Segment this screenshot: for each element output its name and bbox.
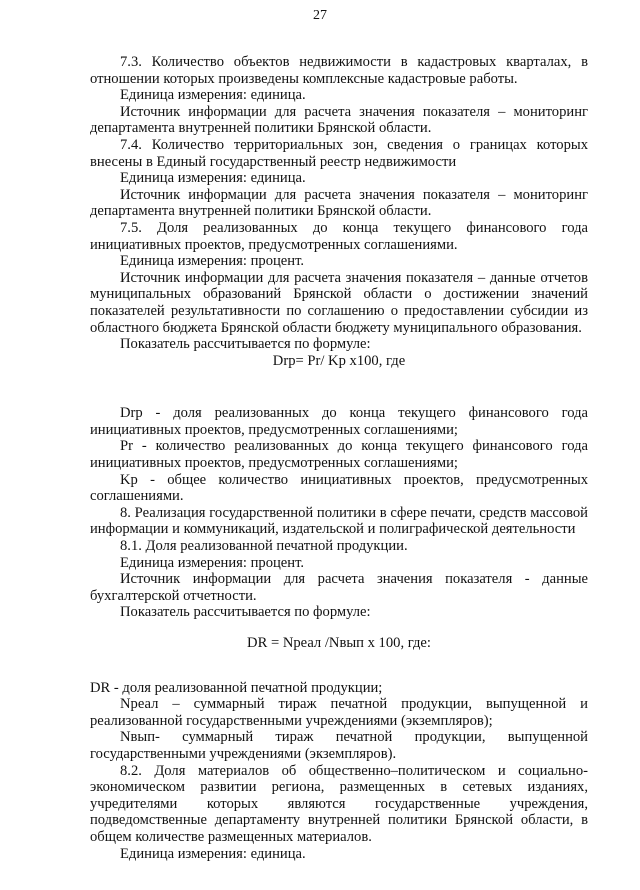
definition-dr: DR - доля реализованной печатной продукции; [90,679,383,696]
section-8-heading: 8. Реализация государственной политики в сфере печати, средств массовой информации и коммуникаций, издательской и полиграфической деятельности [90,504,588,538]
source-line: Источник информации для расчета значения показателя – данные отчетов муниципальных образований Брянской области о достижении значений показателей результативности по соглашению о предоставлении субсидии из областного бюджета Брянской области бюджету муниципального образования. [90,269,588,336]
source-line: Источник информации для расчета значения показателя – мониторинг департамента внутренней политики Брянской области. [90,103,588,137]
unit-line: Единица измерения: единица. [120,87,306,104]
paragraph-8-1: 8.1. Доля реализованной печатной продукции. [120,538,408,555]
definition-drp: Drp - доля реализованных до конца текущего финансового года инициативных проектов, предусмотренных соглашениями; [90,405,588,438]
page-number: 27 [313,8,327,23]
definition-nvyp: Nвып- суммарный тираж печатной продукции, выпущенной государственными учреждениями (экземпляров). [90,729,588,762]
spacer [90,369,588,405]
paragraph-8-2: 8.2. Доля материалов об общественно–политическом и социально-экономическом развитии региона, размещенных в сетевых изданиях, учредителями которых являются государственные учреждения, подведомственные департаменту внутренней политики Брянской области, в общем количестве размещенных материалов. [90,762,588,845]
spacer [90,621,588,635]
unit-line: Единица измерения: единица. [120,170,306,187]
source-line: Источник информации для расчета значения показателя – мониторинг департамента внутренней политики Брянской области. [90,186,588,220]
definition-kp: Kp - общее количество инициативных проектов, предусмотренных соглашениями. [90,471,588,505]
formula-drp: Drp= Pr/ Kp x100, где [272,352,406,369]
unit-line: Единица измерения: процент. [120,554,305,571]
formula-intro: Показатель рассчитывается по формуле: [120,336,371,353]
source-line: Источник информации для расчета значения показателя - данные бухгалтерской отчетности. [90,571,588,604]
definition-nreal: Nреал – суммарный тираж печатной продукции, выпущенной и реализованной государственными учреждениями (экземпляров); [90,696,588,729]
paragraph-7-3: 7.3. Количество объектов недвижимости в кадастровых кварталах, в отношении которых произведены комплексные кадастровые работы. [90,54,588,87]
unit-line: Единица измерения: единица. [120,845,306,862]
formula-dr: DR = Nреал /Nвып x 100, где: [247,635,431,651]
definition-pr: Pr - количество реализованных до конца текущего финансового года инициативных проектов, предусмотренных соглашениями; [90,438,588,472]
document-body [90,54,588,862]
spacer [90,652,588,680]
paragraph-7-5: 7.5. Доля реализованных до конца текущего финансового года инициативных проектов, предусмотренных соглашениями. [90,219,588,253]
paragraph-7-4: 7.4. Количество территориальных зон, сведения о границах которых внесены в Единый государственный реестр недвижимости [90,136,588,170]
unit-line: Единица измерения: процент. [120,253,305,270]
formula-intro: Показатель рассчитывается по формуле: [120,604,371,621]
